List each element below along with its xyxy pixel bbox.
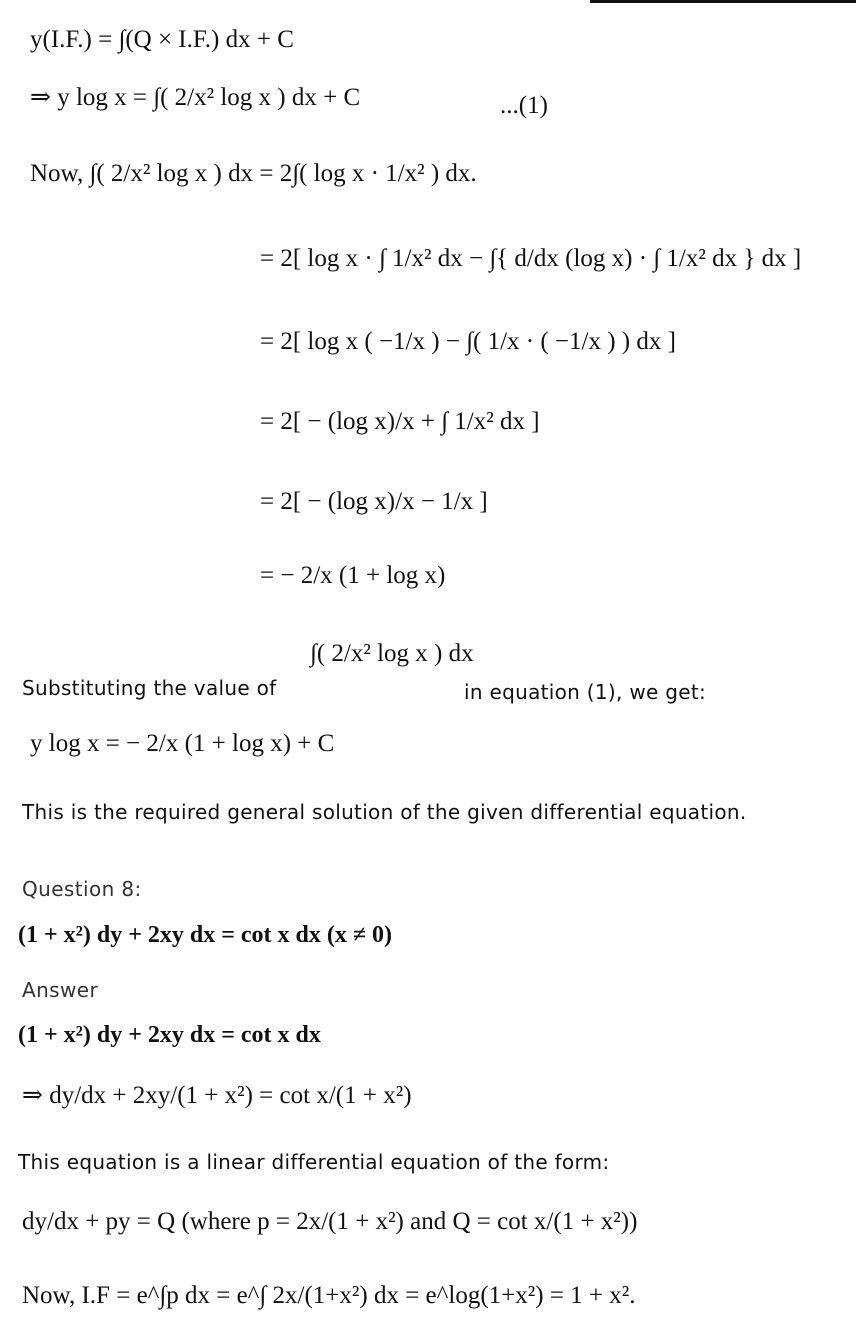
substitute-suffix [464,680,706,704]
answer-equation-2 [22,1080,412,1110]
equation-1-text: ⇒ y log x = ∫( 2/x² log x ) dx + C [30,84,361,111]
step-4-line [260,488,488,516]
now-integral-line [30,160,477,188]
linear-form-equation-text: dy/dx + py = Q (where p = 2x/(1 + x²) and Q = cot x/(1 + x²)) [22,1208,638,1235]
step-5-line [260,562,445,590]
linear-form-text [18,1150,609,1174]
answer-label-text: Answer [22,978,99,1002]
result-line [30,730,334,758]
question-equation [18,922,392,949]
integrating-factor-text: Now, I.F = e^∫p dx = e^∫ 2x/(1+x²) dx = e^log(1+x²) = 1 + x². [22,1282,636,1309]
step-2-text: = 2[ log x ( −1/x ) − ∫( 1/x · ( −1/x ) ) dx ] [260,328,676,355]
required-solution-sentence: This is the required general solution of the given differential equation. [22,800,747,824]
now-integral-text: Now, ∫( 2/x² log x ) dx = 2∫( log x · 1/x² ) dx. [30,160,477,187]
equation-1-line [30,82,360,112]
question-label-text: Question 8: [22,877,142,901]
required-solution-text [22,800,747,824]
equation-1-tag-text: ...(1) [500,92,548,119]
linear-form-equation [22,1208,637,1236]
if-formula-line [30,26,294,54]
substitute-prefix-text: Substituting the value of [22,676,277,700]
substitute-prefix [22,676,276,700]
answer-equation-1 [18,1022,321,1049]
step-2-line [260,328,676,356]
step-3-line [260,408,540,436]
step-4-text: = 2[ − (log x)/x − 1/x ] [260,488,488,515]
step-1-text: = 2[ log x · ∫ 1/x² dx − ∫{ d/dx (log x) · ∫ 1/x² dx } dx ] [260,245,802,272]
question-label [22,877,142,901]
linear-form-sentence: This equation is a linear differential equation of the form: [18,1150,610,1174]
substitute-integral [310,640,474,668]
question-equation-text: (1 + x²) dy + 2xy dx = cot x dx (x ≠ 0) [18,922,393,948]
if-formula-text: y(I.F.) = ∫(Q × I.F.) dx + C [30,26,294,53]
substitute-integral-text: ∫( 2/x² log x ) dx [310,640,474,667]
top-rule [590,0,856,3]
substitute-suffix-text: in equation (1), we get: [464,680,707,704]
answer-equation-2-text: ⇒ dy/dx + 2xy/(1 + x²) = cot x/(1 + x²) [22,1082,412,1109]
result-text: y log x = − 2/x (1 + log x) + C [30,730,335,757]
answer-equation-1-text: (1 + x²) dy + 2xy dx = cot x dx [18,1022,321,1048]
step-5-text: = − 2/x (1 + log x) [260,562,446,589]
step-1-line [260,245,801,273]
step-3-text: = 2[ − (log x)/x + ∫ 1/x² dx ] [260,408,540,435]
integrating-factor-line [22,1282,636,1310]
equation-1-tag [500,92,548,120]
answer-label [22,978,98,1002]
